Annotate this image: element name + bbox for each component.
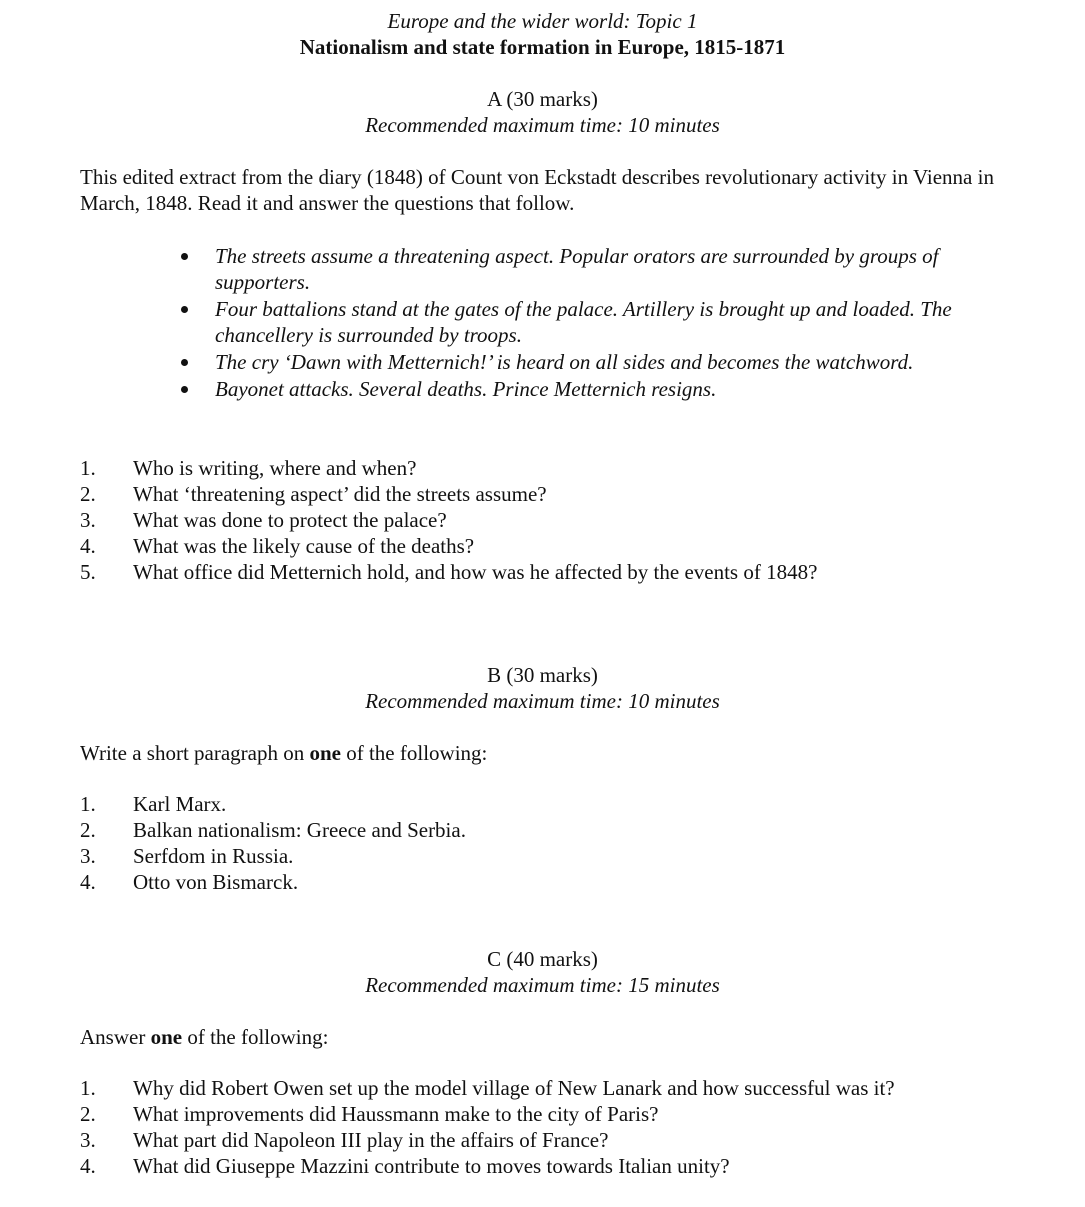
extract-item: Four battalions stand at the gates of the palace. Artillery is brought up and loaded. The chancellery is surrounded by troops.	[175, 296, 1035, 348]
question-item: 4. What was the likely cause of the deaths?	[80, 534, 475, 558]
section-b-instruction: Write a short paragraph on one of the following:	[80, 741, 488, 765]
question-item: 4. What did Giuseppe Mazzini contribute to moves towards Italian unity?	[80, 1154, 730, 1178]
bullet-icon	[181, 253, 188, 260]
question-item: 2. What improvements did Haussmann make to the city of Paris?	[80, 1102, 659, 1126]
extract-item: Bayonet attacks. Several deaths. Prince Metternich resigns.	[175, 376, 1035, 402]
question-item: 1. Why did Robert Owen set up the model village of New Lanark and how successful was it?	[80, 1076, 895, 1100]
section-b-items	[80, 791, 1040, 895]
bullet-icon	[181, 359, 188, 366]
topic-item: 1. Karl Marx.	[80, 792, 227, 816]
section-a-questions	[80, 455, 1040, 585]
question-item: 1. Who is writing, where and when?	[80, 456, 417, 480]
section-c-heading: C (40 marks)	[487, 947, 598, 971]
topic-item: 4. Otto von Bismarck.	[80, 870, 299, 894]
extract-item: The streets assume a threatening aspect. Popular orators are surrounded by groups of supporters.	[175, 243, 1035, 295]
section-c-instruction: Answer one of the following:	[80, 1025, 329, 1049]
topic-item: 3. Serfdom in Russia.	[80, 844, 294, 868]
bullet-icon	[181, 306, 188, 313]
extract-item: The cry ‘Dawn with Metternich!’ is heard on all sides and becomes the watchword.	[175, 349, 1035, 375]
diary-extract-list	[175, 243, 1035, 403]
topic-subtitle: Europe and the wider world: Topic 1	[387, 9, 698, 33]
section-a-heading: A (30 marks)	[487, 87, 598, 111]
section-a-time: Recommended maximum time: 10 minutes	[365, 113, 720, 137]
question-item: 2. What ‘threatening aspect’ did the streets assume?	[80, 482, 547, 506]
bullet-icon	[181, 386, 188, 393]
section-c-items	[80, 1075, 1040, 1179]
question-item: 3. What part did Napoleon III play in the affairs of France?	[80, 1128, 609, 1152]
section-b-heading: B (30 marks)	[487, 663, 598, 687]
question-item: 5. What office did Metternich hold, and how was he affected by the events of 1848?	[80, 560, 818, 584]
section-c-time: Recommended maximum time: 15 minutes	[365, 973, 720, 997]
question-item: 3. What was done to protect the palace?	[80, 508, 447, 532]
page-title: Nationalism and state formation in Europe, 1815-1871	[299, 35, 786, 59]
section-a-intro: This edited extract from the diary (1848) of Count von Eckstadt describes revolutionary activity in Vienna in March, 1848. Read it and answer the questions that follow.	[80, 165, 994, 215]
topic-item: 2. Balkan nationalism: Greece and Serbia.	[80, 818, 466, 842]
section-b-time: Recommended maximum time: 10 minutes	[365, 689, 720, 713]
